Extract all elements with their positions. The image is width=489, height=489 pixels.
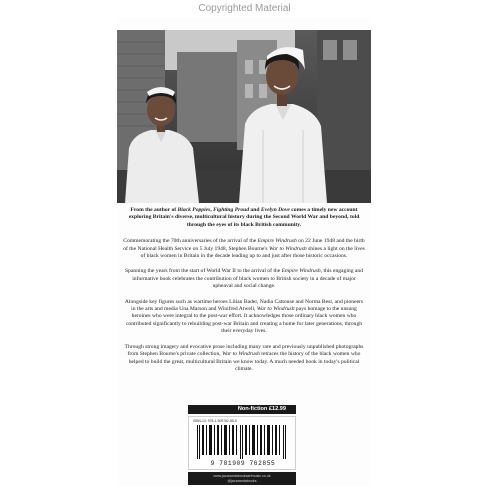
paragraph-text: shines a light on the lives of black women in Britain in the decade leading up to and just after those historic occasions. xyxy=(140,245,365,260)
paragraph-text: retraces the history of the black women who helped to build the great, multicultural Britain we know today. A much needed book in today's political climate. xyxy=(128,351,361,372)
blurb-text xyxy=(123,207,365,381)
blurb-intro-text: and xyxy=(249,207,261,213)
book-title-war-to-windrush: War to Windrush xyxy=(222,351,260,358)
book-title-black-poppies: Black Poppies xyxy=(177,207,211,213)
paragraph-text: Commemorating the 70th anniversaries of the arrival of the xyxy=(123,238,258,245)
blurb-intro-text: comes a timely new account exploring Britain's diverse, multicultural history during the Second World War and beyond, told through the eyes of its black British community. xyxy=(128,207,360,228)
paragraph-text: pays homage to the unsung heroines who were integral to the post-war effort. It acknowledges those ordinary black women who contributed significantly to rebuilding post-war Britain and creating a home for later generations, through their everyday lives. xyxy=(125,306,363,335)
book-title-fighting-proud: Fighting Proud xyxy=(213,207,250,213)
blurb-paragraph-4 xyxy=(123,344,365,374)
blurb-paragraph-1 xyxy=(123,238,365,260)
copyright-watermark: Copyrighted Material xyxy=(198,3,291,14)
isbn-digits: 9 781909 762855 xyxy=(210,460,276,467)
book-title-war-to-windrush: War to Windrush xyxy=(268,245,307,252)
paragraph-text: Spanning the years from the start of World War II to the arrival of the xyxy=(125,268,282,275)
isbn-barcode-panel xyxy=(188,416,296,470)
publisher-website[interactable]: www.jacarandabooksartmusic.co.uk xyxy=(213,473,271,478)
publisher-info xyxy=(188,472,296,485)
nurses-photo-illustration xyxy=(117,30,371,203)
blurb-intro-paragraph xyxy=(123,207,365,229)
book-back-cover xyxy=(117,18,371,486)
paragraph-text: on 22 June 1948 and the birth of the National Health Service on 5 July 1948, Stephen Bourne's xyxy=(123,238,365,252)
ship-name-empire-windrush: Empire Windrush xyxy=(281,268,321,275)
barcode-graphic xyxy=(197,425,289,459)
price-label: Non-fiction £12.99 xyxy=(188,405,296,414)
cover-photo-two-nurses xyxy=(117,30,371,203)
paragraph-text: Alongside key figures such as wartime heroes Lilian Bader, Nadia Cattouse and Norma Best, and pioneers in the arts and media Una Marson and Winifred Atwell, xyxy=(124,298,364,313)
ship-name-empire-windrush: Empire Windrush xyxy=(257,238,297,245)
publisher-social-handle[interactable]: @jacarandabooks xyxy=(227,478,257,483)
blurb-paragraph-3 xyxy=(123,299,365,336)
blurb-intro-text: From the author of xyxy=(130,207,178,213)
paragraph-text: Through strong imagery and evocative prose including many rare and previously unpublished photographs from Stephen Bourne's private collection, xyxy=(124,343,364,358)
blurb-intro-text: , xyxy=(210,207,214,213)
isbn-label: ISBN-13: 978-1-909762-85-5 xyxy=(193,419,237,423)
blurb-paragraph-2 xyxy=(123,268,365,290)
book-title-war-to-windrush: War to Windrush xyxy=(256,306,295,313)
book-title-evelyn-dove: Evelyn Dove xyxy=(260,207,290,213)
paragraph-text: , this engaging and informative book celebrates the contribution of black women to British society in a decade of major upheaval and social change. xyxy=(132,268,363,290)
